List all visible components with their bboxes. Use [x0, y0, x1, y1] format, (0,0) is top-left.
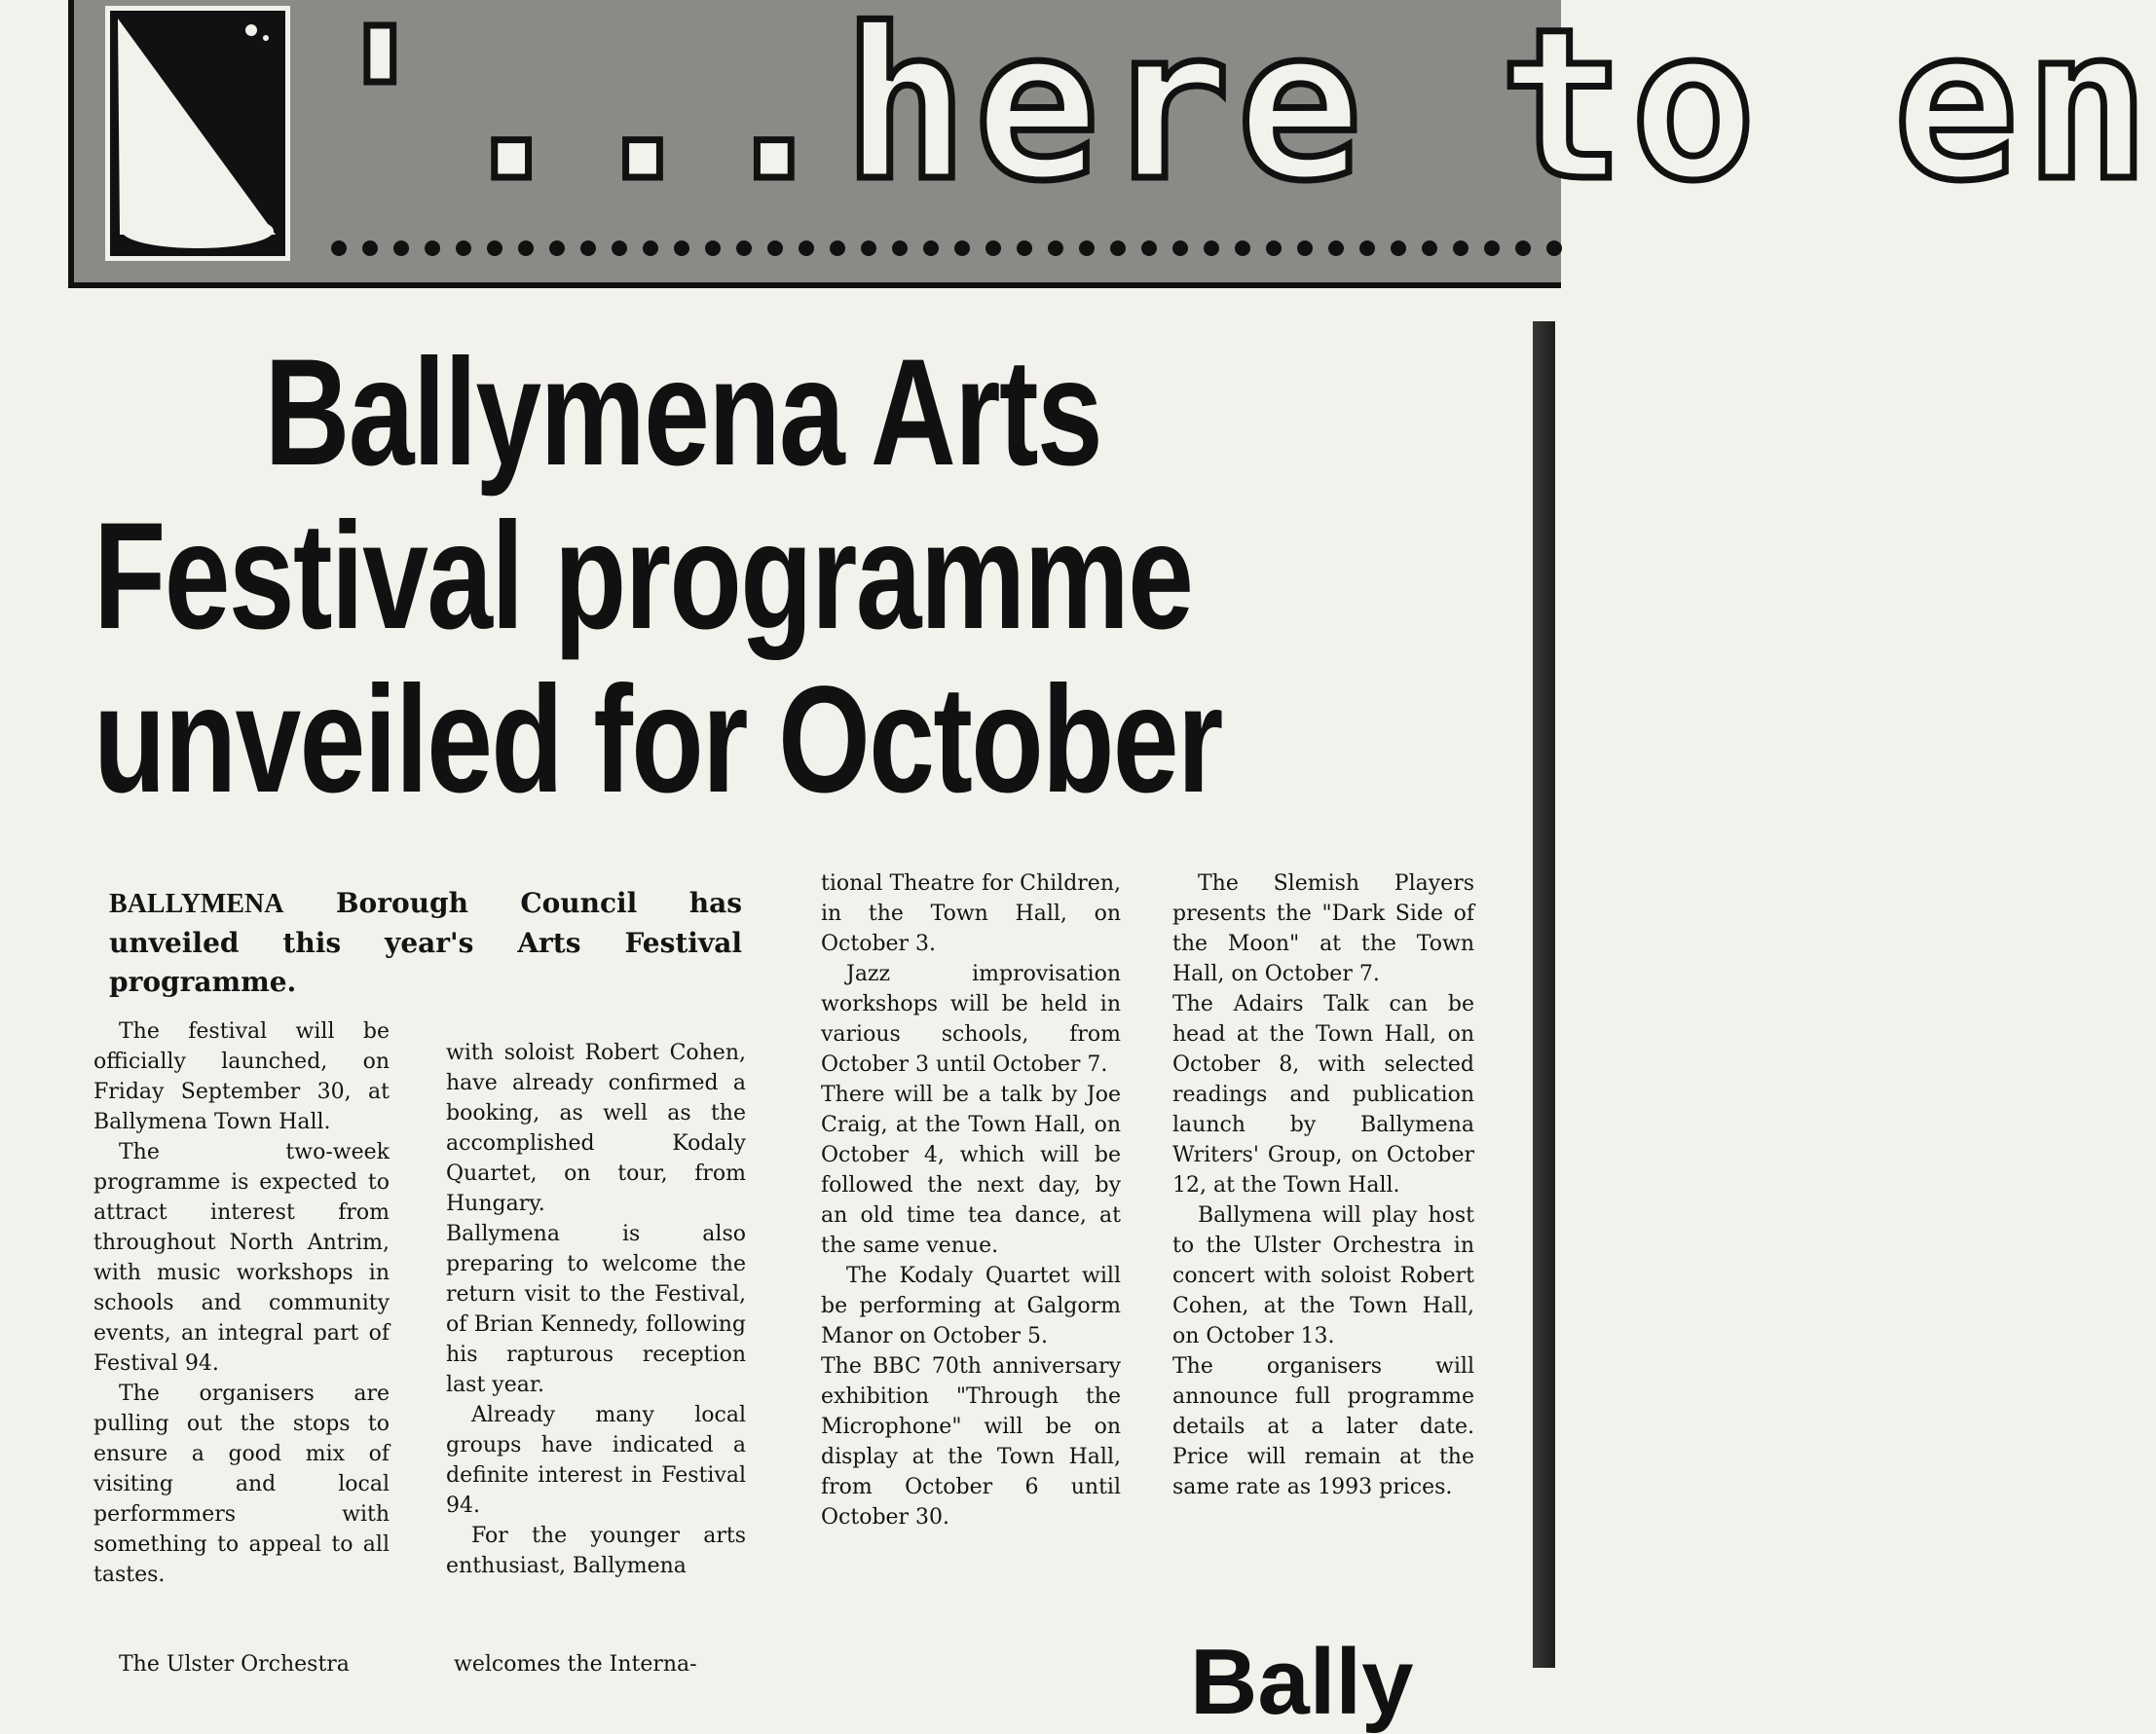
- banner-dot: [425, 240, 440, 256]
- column-1-cut-line: The Ulster Orchestra: [119, 1652, 350, 1677]
- banner-dot: [1048, 240, 1063, 256]
- headline-line-1: Ballymena Arts: [264, 328, 1102, 498]
- paragraph: The festival will be officially launched, on Friday September 30, at Ballymena Town Hall.: [93, 1019, 390, 1134]
- article-column-1: [93, 1016, 390, 1590]
- banner-dot: [705, 240, 721, 256]
- section-banner: [68, 0, 2156, 288]
- paragraph: The organisers will announce full programme details at a later date. Price will remain at the same rate as 1993 prices.: [1172, 1354, 1474, 1499]
- paragraph: Ballymena is also preparing to welcome the return visit to the Festival, of Brian Kennedy, following his rapturous reception last year.: [446, 1222, 746, 1397]
- banner-dot: [1515, 240, 1531, 256]
- banner-dot: [1453, 240, 1468, 256]
- banner-dot: [393, 240, 409, 256]
- intro-paragraph: [109, 884, 742, 1002]
- banner-dot: [892, 240, 908, 256]
- banner-dot: [362, 240, 378, 256]
- banner-dot: [487, 240, 502, 256]
- banner-dot: [1391, 240, 1406, 256]
- banner-dot: [736, 240, 752, 256]
- banner-dot: [518, 240, 534, 256]
- dotted-rule: [327, 234, 1564, 263]
- paragraph: Already many local groups have indicated a definite interest in Festival 94.: [446, 1403, 746, 1518]
- article-column-4: [1172, 868, 1474, 1502]
- banner-dot: [1204, 240, 1219, 256]
- paragraph: There will be a talk by Joe Craig, at the Town Hall, on October 4, which will be followed the next day, by an old time tea dance, at the same venue.: [821, 1083, 1121, 1258]
- paragraph: The organisers are pulling out the stops to ensure a good mix of visiting and local performmers with something to appeal to all tastes.: [93, 1382, 390, 1587]
- banner-dot: [954, 240, 970, 256]
- banner-dot: [331, 240, 347, 256]
- banner-dot: [1359, 240, 1375, 256]
- banner-dot: [643, 240, 658, 256]
- paragraph: with soloist Robert Cohen, have already confirmed a booking, as well as the accomplished Kodaly Quartet, on tour, from Hungary.: [446, 1041, 746, 1216]
- headline-line-3: unveiled for October: [93, 655, 1222, 825]
- banner-title: '...here to en: [317, 0, 2156, 227]
- paragraph: The Slemish Players presents the "Dark Side of the Moon" at the Town Hall, on October 7.: [1172, 871, 1474, 986]
- banner-dot: [1422, 240, 1437, 256]
- banner-dot: [1328, 240, 1344, 256]
- banner-dot: [1079, 240, 1095, 256]
- banner-dot: [1266, 240, 1282, 256]
- banner-dot: [456, 240, 471, 256]
- banner-dot: [1017, 240, 1032, 256]
- banner-dot: [1297, 240, 1313, 256]
- paragraph: tional Theatre for Children, in the Town Hall, on October 3.: [821, 871, 1121, 956]
- banner-dot: [1235, 240, 1250, 256]
- banner-dot: [767, 240, 783, 256]
- article-column-2: [446, 1038, 746, 1581]
- banner-dot: [1484, 240, 1500, 256]
- column-2-cut-line: welcomes the Interna-: [454, 1652, 697, 1677]
- paragraph: For the younger arts enthusiast, Ballymena: [446, 1524, 746, 1578]
- headline: [93, 328, 1222, 825]
- adjacent-photo-edge: [1533, 321, 1555, 1668]
- headline-line-2: Festival programme: [93, 492, 1193, 661]
- banner-dot: [549, 240, 565, 256]
- banner-dot: [1172, 240, 1188, 256]
- banner-dot: [923, 240, 939, 256]
- banner-dot: [1110, 240, 1126, 256]
- banner-dot: [985, 240, 1001, 256]
- paragraph: Ballymena will play host to the Ulster Orchestra in concert with soloist Robert Cohen, at the Town Hall, on October 13.: [1172, 1203, 1474, 1348]
- intro-rest: Borough Council has unveiled this year's Arts Festival programme.: [109, 887, 742, 998]
- paragraph: The BBC 70th anniversary exhibition "Through the Microphone" will be on display at the Town Hall, from October 6 until October 30.: [821, 1354, 1121, 1530]
- banner-dot: [1141, 240, 1157, 256]
- banner-dot: [674, 240, 689, 256]
- paragraph: The two-week programme is expected to attract interest from throughout North Antrim, with music workshops in schools and community events, an integral part of Festival 94.: [93, 1140, 390, 1376]
- next-article-headline-fragment: Bally: [1190, 1630, 1414, 1734]
- spotlight-logo-icon: [105, 6, 290, 261]
- intro-lead: BALLYMENA: [109, 889, 284, 919]
- article-column-3: [821, 868, 1121, 1532]
- banner-dot: [799, 240, 814, 256]
- banner-dot: [1546, 240, 1562, 256]
- banner-dot: [580, 240, 596, 256]
- paragraph: The Adairs Talk can be head at the Town Hall, on October 8, with selected readings and publication launch by Ballymena Writers' Group, on October 12, at the Town Hall.: [1172, 992, 1474, 1198]
- paragraph: The Kodaly Quartet will be performing at Galgorm Manor on October 5.: [821, 1264, 1121, 1348]
- banner-dot: [861, 240, 876, 256]
- banner-dot: [830, 240, 845, 256]
- paragraph: Jazz improvisation workshops will be held in various schools, from October 3 until October 7.: [821, 962, 1121, 1077]
- banner-dot: [612, 240, 627, 256]
